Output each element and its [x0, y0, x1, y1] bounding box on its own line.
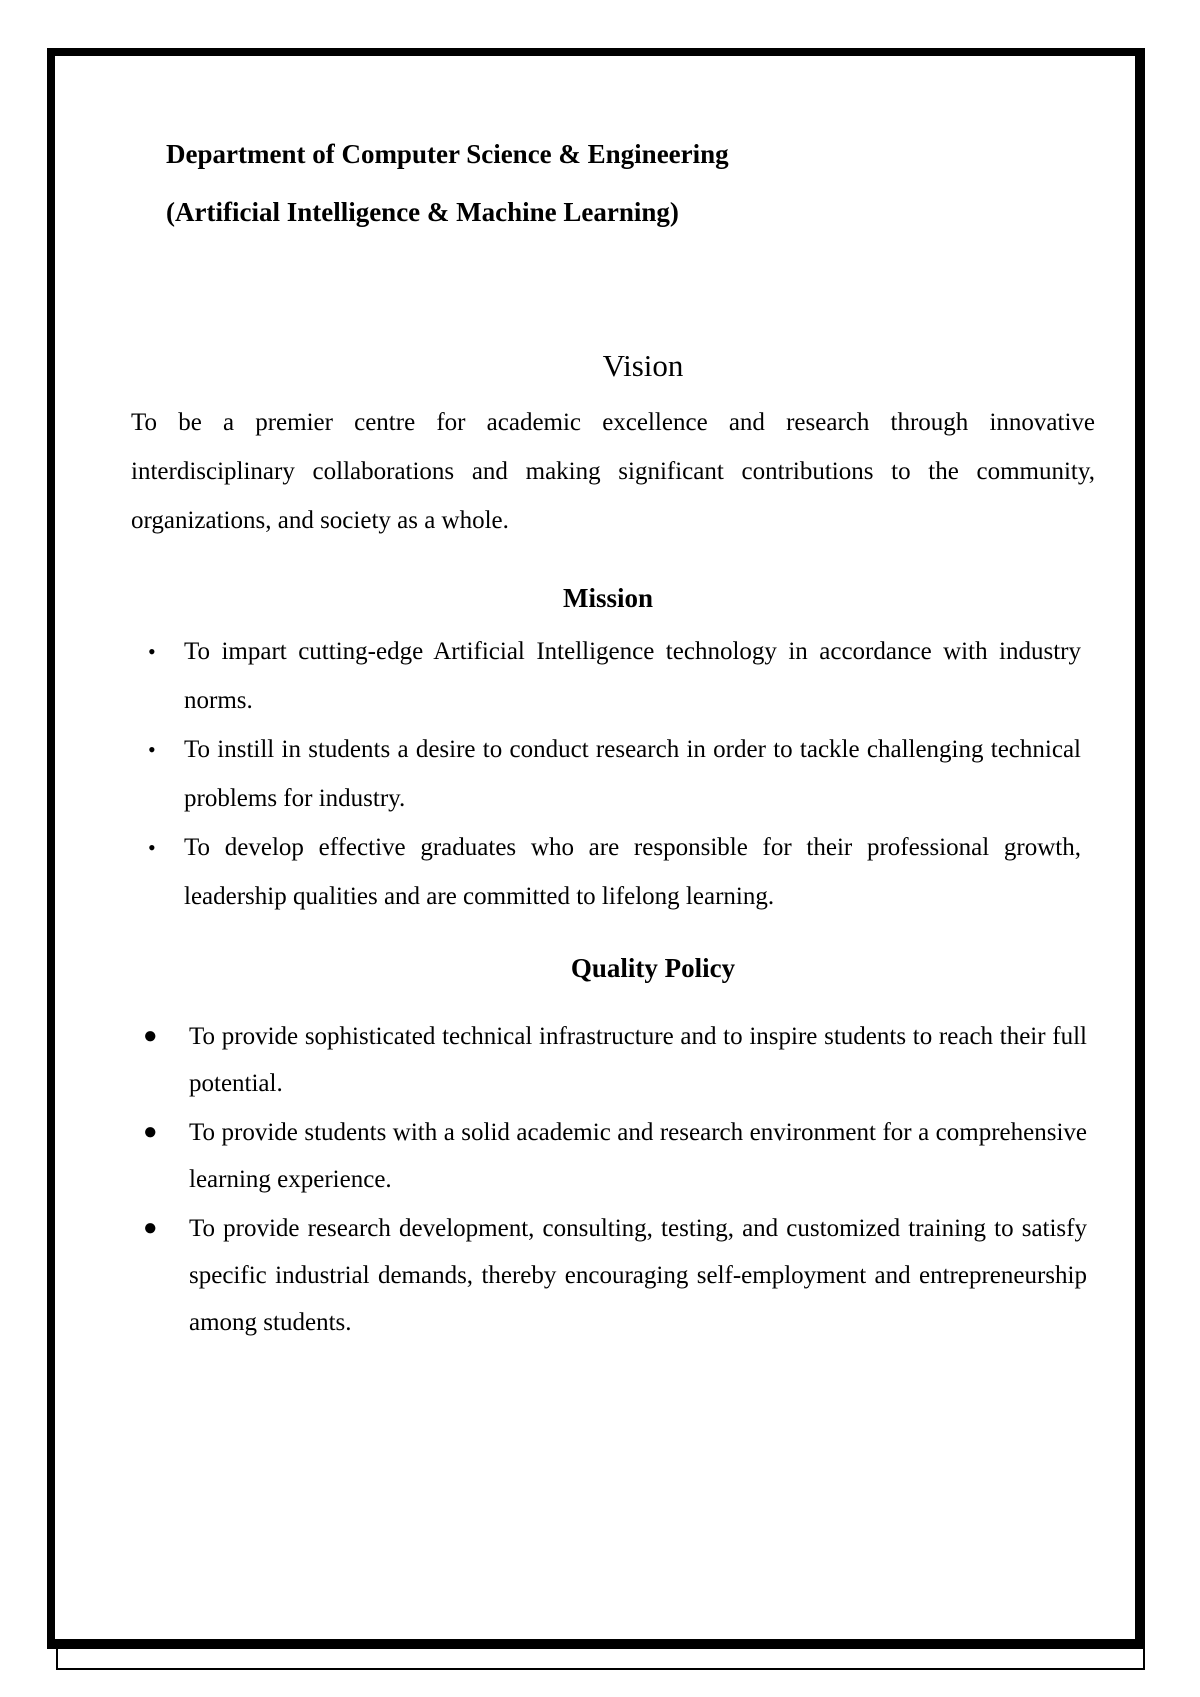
- mission-item-text: To impart cutting-edge Artificial Intelligence technology in accordance with industry norms.: [184, 638, 1081, 714]
- mission-item-text: To develop effective graduates who are responsible for their professional growth, leadership qualities and are committed to lifelong learning.: [184, 834, 1081, 910]
- mission-item: [131, 823, 1095, 921]
- bullet-icon: ●: [143, 1215, 158, 1241]
- mission-item: [131, 725, 1095, 823]
- department-title: Department of Computer Science & Engineering: [166, 139, 729, 169]
- bullet-icon: ●: [143, 1119, 158, 1145]
- bullet-icon: •: [148, 737, 156, 762]
- bullet-icon: ●: [143, 1023, 158, 1049]
- mission-item: [131, 627, 1095, 725]
- page-border-bottom-strip: [56, 1649, 1145, 1670]
- quality-policy-item: [131, 1013, 1095, 1107]
- department-subtitle: (Artificial Intelligence & Machine Learning): [166, 197, 679, 227]
- quality-policy-item-text: To provide sophisticated technical infrastructure and to inspire students to reach their full potential.: [189, 1023, 1087, 1097]
- bullet-icon: •: [148, 639, 156, 664]
- vision-statement: To be a premier centre for academic excellence and research through innovative interdisciplinary collaborations and making significant contributions to the community, organizations, and society as a whole.: [131, 409, 1095, 534]
- quality-policy-heading: Quality Policy: [570, 953, 736, 983]
- quality-policy-list: [131, 1013, 1095, 1348]
- quality-policy-item: [131, 1109, 1095, 1203]
- vision-heading: Vision: [602, 348, 684, 383]
- mission-list: [131, 627, 1095, 921]
- bullet-icon: •: [148, 835, 156, 860]
- quality-policy-item: [131, 1205, 1095, 1346]
- quality-policy-item-text: To provide students with a solid academic and research environment for a comprehensive learning experience.: [189, 1119, 1087, 1193]
- mission-item-text: To instill in students a desire to conduct research in order to tackle challenging technical problems for industry.: [184, 736, 1081, 812]
- quality-policy-item-text: To provide research development, consulting, testing, and customized training to satisfy specific industrial demands, thereby encouraging self-employment and entrepreneurship among students.: [189, 1215, 1087, 1336]
- mission-heading: Mission: [562, 583, 654, 613]
